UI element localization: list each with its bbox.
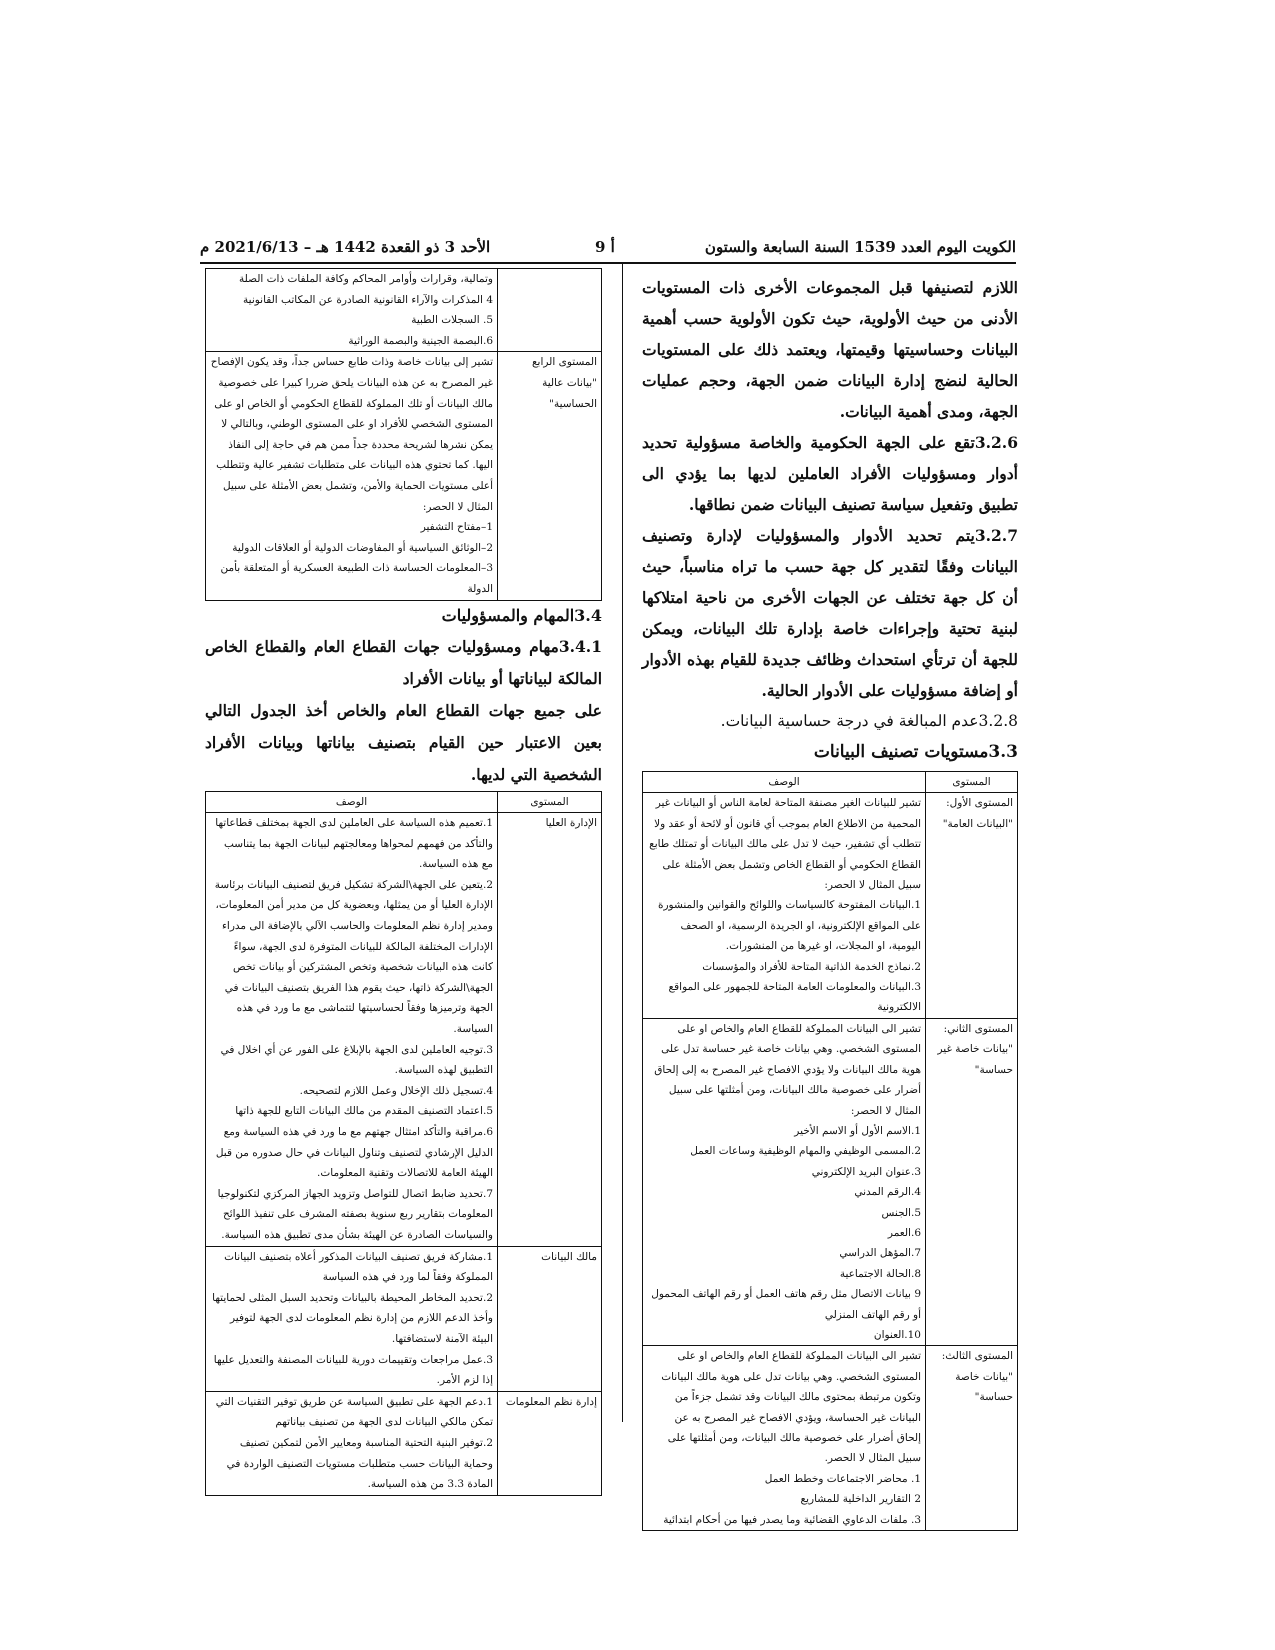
table-row [206, 1246, 602, 1391]
list-item: 2.يتعين على الجهة\الشركة تشكيل فريق لتصنيف البيانات برئاسة الإدارة العليا أو من يمثلها، وبعضوية كل من مدير أمن المعلومات، ومدير إدارة نظم المعلومات والحاسب الآلي بالإضافة الى مدراء الإدارات المختلفة المالكة للبيانات المتوفرة لدى الجهة، سواءً كانت هذه البيانات شخصية وتخص المشتركين أو بيانات تخص الجهة\الشركة ذاتها، حيث يقوم هذا الفريق بتصنيف البيانات في الجهة وترميزها وفقاً لحساسيتها لتتماشى مع ما ورد في هذه السياسة. [214, 878, 493, 1036]
list-item: 6.البصمة الجينية والبصمة الوراثية [348, 334, 493, 347]
description-text: تشير الى البيانات المملوكة للقطاع العام والخاص او على المستوى الشخصي. وهي بيانات خاصة غير حساسة تدل على هوية مالك البيانات ولا يؤدي الافصاح غير المصرح به إلى إلحاق أضرار على خصوصية مالك البيانات، ومن أمثلتها على سبيل المثال لا الحصر: [654, 1022, 921, 1117]
level-cell: المستوى الثاني: "بيانات خاصة غير حساسة" [926, 1018, 1018, 1346]
col-header-level: المستوى [926, 772, 1018, 793]
paragraph-continued: اللازم لتصنيفها قبل المجموعات الأخرى ذات المستويات الأدنى من حيث الأولوية، حيث تكون الأولوية حسب أهمية البيانات وحساسيتها وقيمتها، ويعتمد ذلك على المستويات الحالية لنضج إدارة البيانات ضمن الجهة، وحجم عمليات الجهة، ومدى أهمية البيانات. [642, 278, 1018, 421]
level-cell: المستوى الرابع "بيانات عالية الحساسية" [498, 352, 602, 600]
list-item: 2.نماذج الخدمة الذاتية المتاحة للأفراد والمؤسسات [702, 960, 921, 973]
left-column [205, 268, 602, 1496]
column-divider [622, 262, 623, 1422]
issue-date: الأحد 3 ذو القعدة 1442 هـ – 2021/6/13 م [200, 238, 491, 256]
level-cell: المستوى الثالث: "بيانات خاصة حساسة" [926, 1346, 1018, 1531]
level-cell: إدارة نظم المعلومات [498, 1391, 602, 1495]
list-item: 1–مفتاح التشفير [420, 521, 493, 534]
table-header-row [643, 772, 1018, 793]
header-rule [200, 262, 1016, 264]
list-item: 1.الاسم الأول أو الاسم الأخير [794, 1124, 921, 1137]
description-text: تشير للبيانات الغير مصنفة المتاحة لعامة الناس أو البيانات غير المحمية من الاطلاع العام بموجب أي قانون أو لائحة أو عقد ولا تتطلب أي تشفير، حيث لا تدل على مالك البيانات أو تمتلك طابع القطاع الحكومي أو القطاع الخاص وتشمل بعض الأمثلة على سبيل المثال لا الحصر: [649, 797, 921, 892]
list-item: 3.توجيه العاملين لدى الجهة بالإبلاغ على الفور عن أي اخلال في التطبيق لهذه السياسة. [220, 1043, 493, 1077]
list-item: 7.المؤهل الدراسي [839, 1247, 921, 1260]
description-cell [206, 813, 498, 1246]
classification-levels-table-continued [205, 268, 602, 601]
section-3-3-heading: 3.3مستويات تصنيف البيانات [813, 742, 1018, 762]
list-item: 1.تعميم هذه السياسة على العاملين لدى الجهة بمختلف قطاعاتها والتأكد من فهمهم لمحواها ومعالجتهم لبيانات الجهة بما يتناسب مع هذه السياسة. [215, 817, 493, 871]
table-row [206, 269, 602, 352]
description-cell [206, 269, 498, 352]
paragraph-3-2-6: 3.2.6تقع على الجهة الحكومية والخاصة مسؤولية تحديد أدوار ومسؤوليات الأفراد العاملين لديها بما يؤدي الى تطبيق وتفعيل سياسة تصنيف البيانات ضمن نطاقها. [642, 433, 1018, 514]
list-item: 2.توفير البنية التحتية المناسبة ومعايير الأمن لتمكين تصنيف وحماية البيانات حسب متطلبات مستويات التصنيف الواردة في المادة 3.3 من هذه السياسة. [226, 1436, 493, 1491]
section-3-4-heading: 3.4المهام والمسؤوليات [441, 605, 602, 625]
list-item: 3.عمل مراجعات وتقييمات دورية للبيانات المصنفة والتعديل عليها إذا لزم الأمر. [213, 1353, 493, 1387]
list-item: 2.المسمى الوظيفي والمهام الوظيفية وساعات العمل [690, 1145, 921, 1158]
list-item: 3.عنوان البريد الإلكتروني [811, 1165, 921, 1178]
description-cell [206, 1391, 498, 1495]
list-item: 5. السجلات الطبية [411, 314, 493, 327]
level-cell: المستوى الأول: "البيانات العامة" [926, 793, 1018, 1018]
col-header-description: الوصف [643, 772, 926, 793]
table-row [643, 1346, 1018, 1531]
list-item: 6.مراقبة والتأكد امتثال جهتهم مع ما ورد في هذه السياسة ومع الدليل الإرشادي لتصنيف وتناول البيانات في حال صدوره من قبل الهيئة العامة للاتصالات وتقنية المعلومات. [215, 1126, 493, 1180]
table-row [206, 1391, 602, 1495]
list-item: 4.تسجيل ذلك الإخلال وعمل اللازم لتصحيحه. [299, 1084, 493, 1097]
list-item: 10.العنوان [873, 1328, 921, 1341]
table-row [206, 813, 602, 1246]
right-column [642, 272, 1018, 1531]
list-item: 3–المعلومات الحساسة ذات الطبيعة العسكرية أو المتعلقة بأمن الدولة [220, 562, 493, 595]
paragraph-3-2-8: 3.2.8عدم المبالغة في درجة حساسية البيانات. [720, 712, 1018, 730]
description-text: تشير الى البيانات المملوكة للقطاع العام والخاص او على المستوى الشخصي. وهي بيانات تدل على هوية مالك البيانات وتكون مرتبطة بمحتوى مالك البيانات وقد تشمل جزءاً من البيانات غير الحساسة، ويؤدي الافصاح غير المصرح به عن إلحاق أضرار على خصوصية مالك البيانات، ومن أمثلتها على سبيل المثال لا الحصر. [661, 1350, 921, 1465]
classification-levels-table [642, 771, 1018, 1531]
publication-title: الكويت اليوم العدد 1539 السنة السابعة والستون [704, 238, 1016, 256]
description-cell [643, 1346, 926, 1531]
list-item: 9 بيانات الاتصال مثل رقم هاتف العمل أو رقم الهاتف المحمول أو رقم الهاتف المنزلي [651, 1288, 921, 1321]
list-item: 3.البيانات والمعلومات العامة المتاحة للجمهور على المواقع الالكترونية [668, 981, 921, 1014]
list-item: 3. ملفات الدعاوي القضائية وما يصدر فيها من أحكام ابتدائية [663, 1513, 921, 1526]
list-item: 1.البيانات المفتوحة كالسياسات واللوائح والقوانين والمنشورة على المواقع الإلكترونية، او الجريدة الرسمية، او الصحف اليومية، او المجلات، او غيرها من المنشورات. [657, 899, 921, 953]
description-cell [206, 1246, 498, 1391]
description-cell [643, 793, 926, 1018]
list-item: 4.الرقم المدني [854, 1186, 921, 1199]
table-row [643, 1018, 1018, 1346]
intro-paragraph: على جميع جهات القطاع العام والخاص أخذ الجدول التالي بعين الاعتبار حين القيام بتصنيف بياناتها وبيانات الأفراد الشخصية التي لديها. [205, 700, 602, 784]
list-item: 4 المذكرات والآراء القانونية الصادرة عن المكاتب القانونية [243, 293, 493, 306]
list-item: 1.مشاركة فريق تصنيف البيانات المذكور أعلاه بتصنيف البيانات المملوكة وفقاً لما ورد في هذه السياسة [224, 1250, 493, 1284]
list-item: 2–الوثائق السياسية أو المفاوضات الدولية أو العلاقات الدولية [232, 541, 493, 554]
list-item: 5.اعتماد التصنيف المقدم من مالك البيانات التابع للجهة ذاتها [235, 1105, 493, 1118]
col-header-description: الوصف [206, 791, 498, 813]
list-item: 2.تحديد المخاطر المحيطة بالبيانات وتحديد السبل المثلى لحمايتها وأخذ الدعم اللازم من إدارة نظم المعلومات لدى الجهة لتوفير البيئة الآمنة لاستضافتها. [212, 1291, 493, 1345]
list-item: 5.الجنس [881, 1206, 921, 1219]
table-header-row [206, 791, 602, 813]
list-item: 6.العمر [887, 1226, 921, 1239]
description-cell [206, 352, 498, 600]
level-cell [498, 269, 602, 352]
list-item: 1.دعم الجهة على تطبيق السياسة عن طريق توفير التقنيات التي تمكن مالكي البيانات لدى الجهة من تصنيف بياناتهم [215, 1395, 493, 1429]
list-item: 2 التقارير الداخلية للمشاريع [800, 1493, 921, 1506]
col-header-level: المستوى [498, 791, 602, 813]
list-item: 7.تحديد ضابط اتصال للتواصل وتزويد الجهاز المركزي لتكنولوجيا المعلومات بتقارير ربع سنوية بصفته المشرف على تنفيذ اللوائح والسياسات الصادرة عن الهيئة بشأن مدى تطبيق هذه السياسة. [217, 1187, 493, 1241]
paragraph-3-2-7: 3.2.7يتم تحديد الأدوار والمسؤوليات لإدارة وتصنيف البيانات وفقًا لتقدير كل جهة حسب ما تراه مناسباً، حيث أن كل جهة تختلف عن الجهات الأخرى من ناحية امتلاكها لبنية تحتية وإجراءات خاصة بإدارة تلك البيانات، ويمكن للجهة أن ترتأي استحداث وظائف جديدة للقيام بهذه الأدوار أو إضافة مسؤوليات على الأدوار الحالية. [642, 526, 1018, 700]
description-cell [643, 1018, 926, 1346]
table-row [206, 352, 602, 600]
level-cell: الإدارة العليا [498, 813, 602, 1246]
responsibilities-table [205, 791, 602, 1496]
list-item: 8.الحالة الاجتماعية [839, 1267, 921, 1280]
table-row [643, 793, 1018, 1018]
level-cell: مالك البيانات [498, 1246, 602, 1391]
description-text: تشير إلى بيانات خاصة وذات طابع حساس جداً، وقد يكون الإفصاح غير المصرح به عن هذه البيانات يلحق ضررا كبيرا على خصوصية مالك البيانات أو تلك المملوكة للقطاع الحكومي أو الخاص او على المستوى الشخصي للأفراد او على المستوى الوطني، وبالتالي لا يمكن نشرها لشريحة محددة جداً ممن هم في حاجة إلى النفاذ اليها. كما تحتوي هذه البيانات على متطلبات تشفير عالية وتتطلب أعلى مستويات الحماية والأمن، وتشمل بعض الأمثلة على سبيل المثال لا الحصر: [210, 356, 493, 513]
list-item: وتمالية، وقرارات وأوامر المحاكم وكافة الملفات ذات الصلة [238, 273, 493, 285]
page-number: 9 أ [595, 238, 615, 256]
list-item: 1. محاضر الاجتماعات وخطط العمل [764, 1472, 921, 1485]
section-3-4-1-heading: 3.4.1مهام ومسؤوليات جهات القطاع العام والقطاع الخاص المالكة لبياناتها أو بيانات الأفراد [205, 636, 602, 688]
